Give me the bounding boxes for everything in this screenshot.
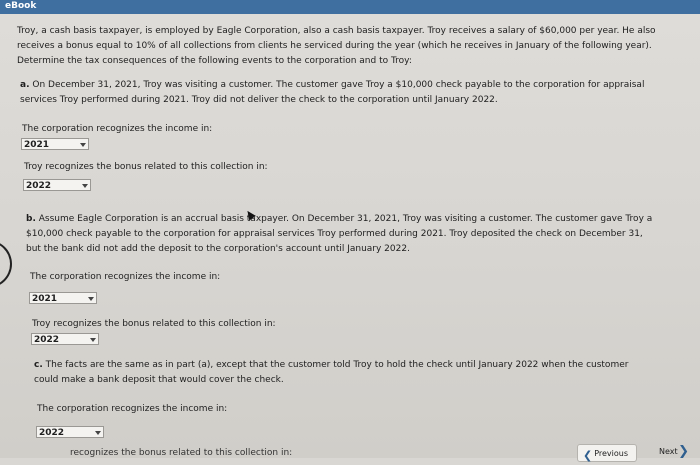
chevron-left-icon: ❮ bbox=[583, 449, 593, 462]
next-button[interactable] bbox=[645, 442, 691, 462]
chevron-down-icon bbox=[95, 431, 101, 435]
part-b-corp-select[interactable] bbox=[29, 292, 97, 304]
part-b-question: Assume Eagle Corporation is an accrual basis taxpayer. On December 31, 2021, Troy was visiting a customer. The customer gave Troy a $10,000 check payable to the corporation for appraisal services Troy performed during 2021. Troy deposited the check on December 31, but the bank did not add the deposit to the corporation's account until January 2022. bbox=[26, 214, 653, 254]
page-curve-decoration bbox=[0, 240, 12, 288]
part-b-troy-select[interactable] bbox=[31, 333, 99, 345]
part-a-troy-select[interactable] bbox=[23, 179, 91, 191]
ebook-title-bar bbox=[0, 0, 700, 14]
app-title: eBook bbox=[5, 1, 37, 11]
part-c-corp-value: 2022 bbox=[39, 428, 65, 438]
problem-content bbox=[0, 14, 700, 462]
part-a-troy-value: 2022 bbox=[26, 181, 52, 191]
next-label: Next bbox=[659, 447, 678, 456]
chevron-down-icon bbox=[82, 184, 88, 188]
part-b-troy-value: 2022 bbox=[34, 335, 60, 345]
part-b-corp-label: The corporation recognizes the income in: bbox=[30, 272, 221, 282]
part-c-corp-select[interactable] bbox=[36, 426, 104, 438]
part-c-text bbox=[34, 358, 654, 388]
part-b-text bbox=[26, 212, 656, 257]
part-a-corp-label: The corporation recognizes the income in: bbox=[22, 124, 213, 134]
previous-label: Previous bbox=[594, 449, 628, 458]
part-a-text bbox=[20, 78, 660, 108]
part-c-question: The facts are the same as in part (a), except that the customer told Troy to hold the check until January 2022 when the customer could make a bank deposit that would cover the check. bbox=[34, 360, 629, 385]
part-a-corp-select[interactable] bbox=[21, 138, 89, 150]
part-c-letter: c. bbox=[34, 360, 43, 370]
part-b-letter: b. bbox=[26, 214, 36, 224]
part-a-question: On December 31, 2021, Troy was visiting a customer. The customer gave Troy a $10,000 check payable to the corporation for appraisal services Troy performed during 2021. Troy did not deliver the check to the corporation until January 2022. bbox=[20, 80, 645, 105]
problem-intro: Troy, a cash basis taxpayer, is employed by Eagle Corporation, also a cash basis taxpayer. Troy receives a salary of $60,000 per year. He also receives a bonus equal to 10% of all collections from clients he serviced during the year (which he receives in January of the following year). Determine the tax consequences of the following events to the corporation and to Troy: bbox=[17, 26, 656, 66]
part-a-letter: a. bbox=[20, 80, 30, 90]
chevron-down-icon bbox=[90, 338, 96, 342]
part-b-troy-label: Troy recognizes the bonus related to this collection in: bbox=[32, 319, 276, 329]
part-c-troy-label-partial: recognizes the bonus related to this collection in: bbox=[70, 448, 293, 458]
part-a-corp-value: 2021 bbox=[24, 140, 50, 150]
part-c-corp-label: The corporation recognizes the income in: bbox=[37, 404, 228, 414]
chevron-down-icon bbox=[80, 143, 86, 147]
chevron-right-icon: ❯ bbox=[678, 444, 689, 459]
part-a-troy-label: Troy recognizes the bonus related to this collection in: bbox=[24, 162, 268, 172]
previous-button[interactable] bbox=[577, 444, 637, 462]
part-b-corp-value: 2021 bbox=[32, 294, 58, 304]
chevron-down-icon bbox=[88, 297, 94, 301]
